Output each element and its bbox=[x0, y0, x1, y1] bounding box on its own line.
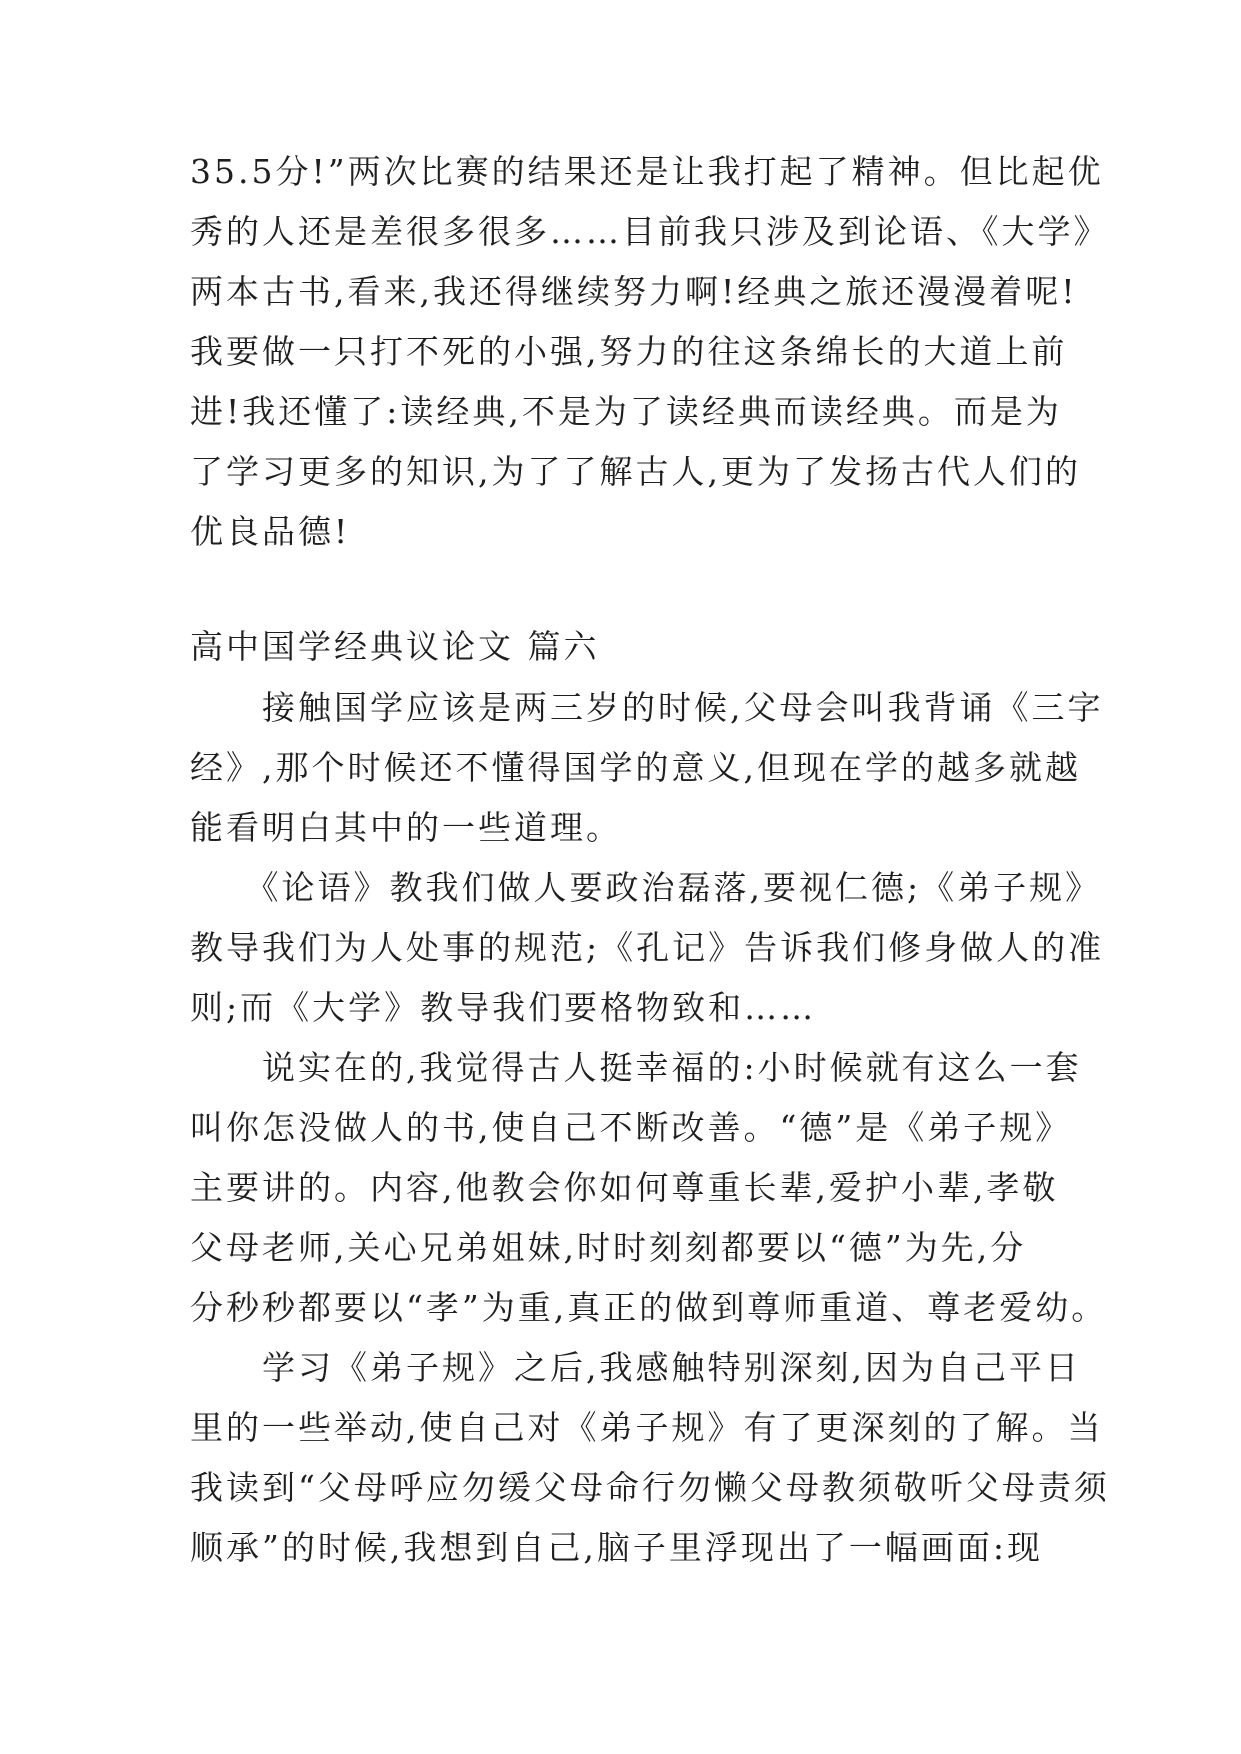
text-line: 经》,那个时候还不懂得国学的意义,但现在学的越多就越 bbox=[190, 748, 1081, 787]
text-line: 了学习更多的知识,为了了解古人,更为了发扬古代人们的 bbox=[190, 452, 1081, 491]
text-line: 35.5分!”两次比赛的结果还是让我打起了精神。但比起优 bbox=[190, 152, 1104, 191]
text-line: 能看明白其中的一些道理。 bbox=[190, 808, 622, 847]
section-title: 高中国学经典议论文 篇六 bbox=[190, 627, 600, 666]
text-line: 进!我还懂了:读经典,不是为了读经典而读经典。而是为 bbox=[190, 392, 1062, 431]
text-line: 《论语》教我们做人要政治磊落,要视仁德;《弟子规》 bbox=[190, 868, 1102, 907]
text-line: 接触国学应该是两三岁的时候,父母会叫我背诵《三字 bbox=[190, 688, 1104, 727]
text-line: 学习《弟子规》之后,我感触特别深刻,因为自己平日 bbox=[190, 1348, 1081, 1387]
text-line: 教导我们为人处事的规范;《孔记》告诉我们修身做人的准 bbox=[190, 928, 1105, 967]
text-line: 我要做一只打不死的小强,努力的往这条绵长的大道上前 bbox=[190, 332, 1068, 371]
text-line: 父母老师,关心兄弟姐妹,时时刻刻都要以“德”为先,分 bbox=[190, 1228, 1027, 1267]
text-line: 顺承”的时候,我想到自己,脑子里浮现出了一幅画面:现 bbox=[190, 1528, 1043, 1567]
text-line: 叫你怎没做人的书,使自己不断改善。“德”是《弟子规》 bbox=[190, 1108, 1072, 1147]
text-line: 分秒秒都要以“孝”为重,真正的做到尊师重道、尊老爱幼。 bbox=[190, 1288, 1108, 1327]
text-line: 主要讲的。内容,他教会你如何尊重长辈,爱护小辈,孝敬 bbox=[190, 1168, 1059, 1207]
text-line: 则;而《大学》教导我们要格物致和…… bbox=[190, 988, 817, 1027]
text-line: 两本古书,看来,我还得继续努力啊!经典之旅还漫漫着呢! bbox=[190, 272, 1078, 311]
text-line: 说实在的,我觉得古人挺幸福的:小时候就有这么一套 bbox=[190, 1048, 1082, 1087]
text-line: 优良品德! bbox=[190, 512, 351, 551]
text-line: 我读到“父母呼应勿缓父母命行勿懒父母教须敬听父母责须 bbox=[190, 1468, 1110, 1507]
text-line: 里的一些举动,使自己对《弟子规》有了更深刻的了解。当 bbox=[190, 1408, 1104, 1447]
text-line: 秀的人还是差很多很多……目前我只涉及到论语、《大学》 bbox=[190, 212, 1110, 251]
